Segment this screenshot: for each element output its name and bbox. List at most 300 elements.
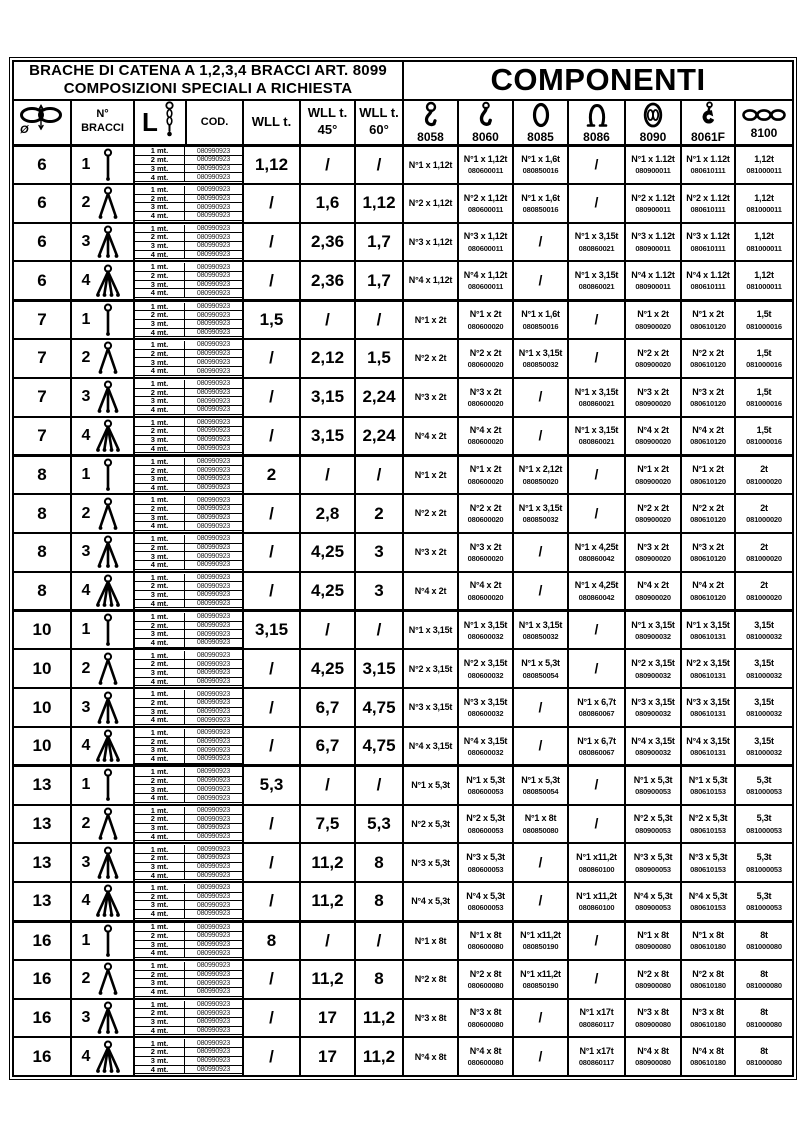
- component-code: 080860117: [578, 1019, 615, 1029]
- component-qty: N°3 x 1.12t: [631, 231, 675, 242]
- component-code: 080610120: [690, 592, 726, 602]
- length-code: 080990923: [185, 893, 242, 902]
- length-code: 080990923: [185, 988, 242, 997]
- length-code-cell: [134, 843, 243, 882]
- component-cell: [458, 766, 513, 805]
- component-cell: [625, 494, 681, 533]
- component-cell: [735, 145, 793, 184]
- bracci-cell: [71, 378, 134, 417]
- length-label: 1 mt.: [135, 147, 185, 156]
- table-row: [13, 649, 793, 688]
- length-label: 3 mt.: [135, 785, 185, 794]
- component-cell: [458, 649, 513, 688]
- component-qty: N°3 x 5,3t: [411, 857, 450, 868]
- component-code: 081000053: [746, 787, 782, 797]
- bracci-count: 4: [81, 1047, 91, 1065]
- length-label: 2 mt.: [135, 699, 185, 708]
- length-code: 080990923: [185, 173, 242, 182]
- component-code: 080850032: [522, 515, 559, 525]
- component-cell: [568, 572, 625, 611]
- length-code: 080990923: [185, 406, 242, 415]
- length-code: 080990923: [185, 544, 242, 553]
- length-code: 080990923: [185, 505, 242, 514]
- wll-60-cell: 2: [355, 494, 403, 533]
- table-row: [13, 960, 793, 999]
- component-cell: [568, 300, 625, 339]
- sling-4-leg-icon: [93, 1040, 123, 1074]
- component-cell: [458, 533, 513, 572]
- component-qty: N°4 x 8t: [637, 1046, 669, 1057]
- component-code: 081000016: [746, 437, 782, 447]
- component-cell: [625, 805, 681, 844]
- length-code: 080990923: [185, 350, 242, 359]
- component-qty: N°3 x 1.12t: [686, 231, 730, 242]
- length-code: 080990923: [185, 660, 242, 669]
- component-qty: N°2 x 2t: [469, 347, 502, 358]
- component-cell: [625, 533, 681, 572]
- wll-cell: /: [243, 184, 300, 223]
- component-cell: [681, 921, 735, 960]
- component-qty: N°1 x 3,15t: [574, 231, 619, 242]
- wll-cell: /: [243, 882, 300, 921]
- length-code: 080990923: [185, 466, 242, 475]
- wll-45-cell: /: [300, 611, 355, 650]
- not-available-slash: /: [538, 543, 543, 560]
- component-qty: N°2 x 5,3t: [411, 818, 450, 829]
- component-qty: N°3 x 3,15t: [408, 702, 453, 713]
- title-row: [13, 61, 793, 100]
- component-qty: N°4 x 2t: [637, 425, 669, 436]
- component-cell: [403, 417, 458, 456]
- length-label: 1 mt.: [135, 225, 185, 234]
- component-qty: N°1 x 2t: [414, 469, 447, 480]
- length-label: 4 mt.: [135, 1066, 185, 1075]
- length-code: 080990923: [185, 669, 242, 678]
- length-label: 3 mt.: [135, 901, 185, 910]
- length-label: 4 mt.: [135, 1027, 185, 1036]
- component-cell: [458, 843, 513, 882]
- component-code: 080860021: [578, 243, 615, 253]
- not-available-slash: /: [538, 853, 543, 870]
- length-label: 4 mt.: [135, 212, 185, 221]
- component-qty: N°3 x 2t: [637, 541, 669, 552]
- diameter-cell: 16: [13, 960, 71, 999]
- component-qty: N°4 x 8t: [414, 1051, 447, 1062]
- table-row: [13, 378, 793, 417]
- length-code: 080990923: [185, 436, 242, 445]
- wll-60-cell: 8: [355, 843, 403, 882]
- component-code: 081000020: [746, 515, 782, 525]
- length-code-cell: [134, 805, 243, 844]
- length-code: 080990923: [185, 514, 242, 523]
- not-available-slash: /: [538, 698, 543, 715]
- wll-45-cell: /: [300, 145, 355, 184]
- component-qty: N°1 x 5,3t: [521, 658, 560, 669]
- length-code: 080990923: [185, 845, 242, 854]
- component-code: 080610120: [690, 437, 726, 447]
- component-cell: [625, 727, 681, 766]
- bracci-cell: [71, 184, 134, 223]
- component-code: 081000016: [746, 360, 782, 370]
- component-cell: [403, 572, 458, 611]
- component-qty: N°1 x 3,15t: [574, 386, 619, 397]
- length-label: 3 mt.: [135, 630, 185, 639]
- component-cell: [735, 766, 793, 805]
- length-label: 3 mt.: [135, 669, 185, 678]
- not-available-slash: /: [594, 970, 599, 987]
- length-code: 080990923: [185, 147, 242, 156]
- diameter-cell: 10: [13, 688, 71, 727]
- component-cell: [513, 261, 568, 300]
- component-code: 081000053: [746, 903, 782, 913]
- length-code: 080990923: [185, 251, 242, 260]
- component-code: 080610180: [690, 1019, 726, 1029]
- component-cell: [458, 223, 513, 262]
- double-master-link-icon: [626, 101, 680, 129]
- wll-60-cell: 1,7: [355, 223, 403, 262]
- component-qty: N°2 x 5,3t: [688, 813, 728, 824]
- length-label: 2 mt.: [135, 156, 185, 165]
- length-code: 080990923: [185, 854, 242, 863]
- table-row: [13, 843, 793, 882]
- length-label: 2 mt.: [135, 272, 185, 281]
- component-cell: [458, 999, 513, 1038]
- wll-cell: /: [243, 688, 300, 727]
- length-code-cell: [134, 300, 243, 339]
- length-code-cell: [134, 261, 243, 300]
- component-cell: [625, 572, 681, 611]
- length-code: 080990923: [185, 872, 242, 881]
- component-code: 080600011: [467, 243, 504, 253]
- length-code: 080990923: [185, 971, 242, 980]
- length-label: 4 mt.: [135, 289, 185, 298]
- bracci-cell: [71, 882, 134, 921]
- wll-60-cell: 3: [355, 533, 403, 572]
- bracci-count: 1: [81, 466, 91, 484]
- document-title: [13, 61, 403, 100]
- length-label: 3 mt.: [135, 591, 185, 600]
- wll-45-cell: 11,2: [300, 960, 355, 999]
- wll-45-cell: 4,25: [300, 533, 355, 572]
- sling-3-leg-icon: [93, 535, 123, 569]
- component-qty: N°4 x 1.12t: [631, 269, 675, 280]
- component-cell: [568, 688, 625, 727]
- not-available-slash: /: [538, 582, 543, 598]
- bracci-count: 3: [81, 543, 91, 561]
- component-cell: [403, 300, 458, 339]
- length-label: 4 mt.: [135, 678, 185, 687]
- component-qty: N°1 x 1,12t: [463, 154, 508, 165]
- component-qty: 1,5t: [756, 309, 772, 320]
- bracci-count: 2: [81, 659, 91, 677]
- length-label: 3 mt.: [135, 979, 185, 988]
- component-code: 080610120: [690, 360, 726, 370]
- component-code: 080610153: [690, 864, 726, 874]
- component-cell: [513, 494, 568, 533]
- component-cell: [681, 882, 735, 921]
- length-header: [134, 100, 186, 146]
- length-label: 1 mt.: [135, 574, 185, 583]
- component-code: 080600053: [467, 825, 504, 835]
- length-code: 080990923: [185, 941, 242, 950]
- bracci-cell: [71, 300, 134, 339]
- component-cell: [625, 417, 681, 456]
- component-qty: N°1 x17t: [579, 1046, 614, 1057]
- component-cell: [403, 611, 458, 650]
- component-qty: N°2 x 2t: [637, 347, 669, 358]
- component-code: 080600053: [467, 903, 504, 913]
- table-row: [13, 572, 793, 611]
- component-code: 080900020: [635, 515, 671, 525]
- length-label: 2 mt.: [135, 1048, 185, 1057]
- component-cell: [458, 882, 513, 921]
- bracci-count: 4: [81, 271, 91, 289]
- component-qty: N°2 x 2t: [637, 502, 669, 513]
- length-code: 080990923: [185, 932, 242, 941]
- component-qty: N°2 x 1.12t: [686, 192, 730, 203]
- component-code: 080850054: [522, 670, 559, 680]
- component-header-8085: [513, 100, 568, 146]
- length-code: 080990923: [185, 263, 242, 272]
- length-code: 080990923: [185, 824, 242, 833]
- length-code: 080990923: [185, 535, 242, 544]
- length-code: 080990923: [185, 600, 242, 609]
- component-code: 080600080: [467, 1019, 504, 1029]
- component-cell: [568, 145, 625, 184]
- component-qty: 3,15t: [754, 658, 774, 669]
- component-cell: [681, 378, 735, 417]
- sling-4-leg-icon: [93, 264, 123, 298]
- component-qty: N°1 x 5,3t: [633, 774, 673, 785]
- component-qty: 1,5t: [756, 425, 772, 436]
- bracci-count: 1: [81, 931, 91, 949]
- length-code: 080990923: [185, 341, 242, 350]
- component-cell: [568, 223, 625, 262]
- length-label: 3 mt.: [135, 475, 185, 484]
- n-label: N°: [96, 108, 109, 121]
- component-qty: N°1 x 1,6t: [521, 309, 560, 320]
- component-code: 080600020: [467, 321, 504, 331]
- component-qty: 1,12t: [754, 154, 774, 165]
- length-label: 3 mt.: [135, 746, 185, 755]
- component-cell: [625, 882, 681, 921]
- length-code: 080990923: [185, 242, 242, 251]
- length-code: 080990923: [185, 195, 242, 204]
- component-qty: N°3 x 3,15t: [686, 696, 730, 707]
- component-code: 080610120: [690, 321, 726, 331]
- bracci-cell: [71, 649, 134, 688]
- not-available-slash: /: [594, 466, 599, 483]
- component-code: 081000011: [746, 166, 782, 176]
- diameter-cell: 8: [13, 494, 71, 533]
- component-cell: [513, 339, 568, 378]
- component-qty: N°1 x 2t: [469, 464, 502, 475]
- component-code: 080860100: [578, 864, 615, 874]
- bracci-cell: [71, 572, 134, 611]
- length-label: 4 mt.: [135, 522, 185, 531]
- length-label: 4 mt.: [135, 833, 185, 842]
- component-qty: 5,3t: [756, 774, 772, 785]
- not-available-slash: /: [538, 892, 543, 909]
- title-line1: BRACHE DI CATENA A 1,2,3,4 BRACCI ART. 8099: [29, 62, 387, 79]
- length-label: 3 mt.: [135, 1057, 185, 1066]
- component-code: 081000032: [746, 709, 782, 719]
- wll-45-cell: 6,7: [300, 688, 355, 727]
- wll-45-cell: 2,12: [300, 339, 355, 378]
- length-code: 080990923: [185, 281, 242, 290]
- length-code-cell: [134, 572, 243, 611]
- component-qty: N°3 x 3,15t: [631, 696, 675, 707]
- component-code: 080900020: [635, 476, 671, 486]
- component-code: 081000053: [746, 825, 782, 835]
- component-cell: [681, 145, 735, 184]
- component-qty: N°3 x 8t: [414, 1012, 447, 1023]
- length-label-letter: L: [142, 106, 158, 137]
- component-cell: [568, 649, 625, 688]
- wll-cell: /: [243, 999, 300, 1038]
- component-cell: [568, 378, 625, 417]
- bracci-cell: [71, 417, 134, 456]
- wll-60-cell: 4,75: [355, 727, 403, 766]
- component-qty: N°1 x 2,12t: [518, 464, 563, 475]
- length-code: 080990923: [185, 320, 242, 329]
- component-qty: N°1 x 3,15t: [686, 619, 730, 630]
- spec-table-body: [13, 145, 793, 1076]
- component-cell: [513, 882, 568, 921]
- not-available-slash: /: [594, 349, 599, 366]
- component-cell: [568, 960, 625, 999]
- component-code: 081000011: [746, 243, 782, 253]
- component-qty: N°1 x 2t: [692, 309, 724, 320]
- component-cell: [403, 921, 458, 960]
- component-qty: N°4 x 5,3t: [466, 890, 505, 901]
- component-cell: [735, 843, 793, 882]
- oval-link-icon: [514, 101, 567, 129]
- not-available-slash: /: [594, 776, 599, 793]
- wll-cell: /: [243, 533, 300, 572]
- component-code: 081000032: [746, 747, 782, 757]
- length-code: 080990923: [185, 303, 242, 312]
- grab-hook-icon: [682, 101, 734, 129]
- component-qty: N°4 x 5,3t: [688, 890, 728, 901]
- length-label: 1 mt.: [135, 807, 185, 816]
- component-cell: [568, 766, 625, 805]
- component-code: 080900032: [635, 631, 671, 641]
- component-cell: [513, 417, 568, 456]
- spec-table-wrap: [9, 57, 797, 1080]
- component-cell: [735, 649, 793, 688]
- length-label: 2 mt.: [135, 660, 185, 669]
- component-qty: N°4 x 2t: [414, 585, 447, 596]
- component-code: 080600032: [467, 670, 504, 680]
- length-label: 4 mt.: [135, 794, 185, 803]
- length-code: 080990923: [185, 225, 242, 234]
- component-code: 080600020: [467, 554, 504, 564]
- length-label: 1 mt.: [135, 613, 185, 622]
- length-code: 080990923: [185, 233, 242, 242]
- length-label: 2 mt.: [135, 622, 185, 631]
- component-code: 081000011: [746, 204, 782, 214]
- component-qty: N°4 x 3,15t: [686, 735, 730, 746]
- length-label: 1 mt.: [135, 690, 185, 699]
- bracci-cell: [71, 1037, 134, 1076]
- component-qty: N°2 x 1.12t: [631, 192, 675, 203]
- component-code: 080610153: [690, 825, 726, 835]
- length-code-cell: [134, 223, 243, 262]
- component-qty: 3,15t: [754, 619, 774, 630]
- bracci-count: 1: [81, 776, 91, 794]
- component-cell: [625, 261, 681, 300]
- length-code: 080990923: [185, 561, 242, 570]
- length-label: 1 mt.: [135, 380, 185, 389]
- length-label: 1 mt.: [135, 962, 185, 971]
- component-code: 081000020: [746, 476, 782, 486]
- component-qty: N°4 x 5,3t: [633, 890, 673, 901]
- length-label: 1 mt.: [135, 263, 185, 272]
- wll-cell: /: [243, 378, 300, 417]
- component-cell: [735, 727, 793, 766]
- wll-60-cell: 3,15: [355, 649, 403, 688]
- component-qty: N°1 x11,2t: [520, 930, 561, 940]
- sling-2-leg-icon: [93, 962, 123, 996]
- component-cell: [513, 455, 568, 494]
- bracci-cell: [71, 145, 134, 184]
- component-code: 080600032: [467, 747, 504, 757]
- component-code: 080900032: [635, 709, 671, 719]
- length-code-cell: [134, 766, 243, 805]
- component-cell: [568, 339, 625, 378]
- component-qty: N°2 x 1,12t: [408, 198, 453, 209]
- component-cell: [625, 921, 681, 960]
- length-label: 2 mt.: [135, 815, 185, 824]
- length-label: 2 mt.: [135, 233, 185, 242]
- component-qty: 2t: [760, 541, 768, 552]
- component-cell: [681, 494, 735, 533]
- table-row: [13, 494, 793, 533]
- component-qty: N°1 x 8t: [524, 813, 557, 824]
- length-code-cell: [134, 145, 243, 184]
- component-code: 080900080: [635, 1019, 671, 1029]
- component-cell: [735, 184, 793, 223]
- component-code: 080610111: [690, 282, 726, 292]
- wll-cell: /: [243, 960, 300, 999]
- component-code: 080900020: [635, 398, 671, 408]
- wll-60-cell: 2,24: [355, 417, 403, 456]
- wll-45-cell: 11,2: [300, 882, 355, 921]
- component-cell: [681, 960, 735, 999]
- length-label: 1 mt.: [135, 923, 185, 932]
- component-code: 080900011: [635, 204, 671, 214]
- length-label: 2 mt.: [135, 195, 185, 204]
- component-code: 080610111: [690, 243, 726, 253]
- wll-45-cell: 7,5: [300, 805, 355, 844]
- component-code: 080900080: [635, 942, 671, 952]
- component-qty: N°3 x 5,3t: [688, 852, 728, 863]
- component-cell: [681, 766, 735, 805]
- wll-45-cell: 4,25: [300, 572, 355, 611]
- component-cell: [513, 611, 568, 650]
- component-code: 080850016: [522, 321, 559, 331]
- length-code: 080990923: [185, 358, 242, 367]
- length-code: 080990923: [185, 1057, 242, 1066]
- component-cell: [735, 882, 793, 921]
- length-label: 4 mt.: [135, 600, 185, 609]
- component-code: 081000016: [746, 398, 782, 408]
- component-cell: [458, 184, 513, 223]
- wll-45-cell: 11,2: [300, 843, 355, 882]
- length-code: 080990923: [185, 768, 242, 777]
- component-code: 080610111: [690, 166, 726, 176]
